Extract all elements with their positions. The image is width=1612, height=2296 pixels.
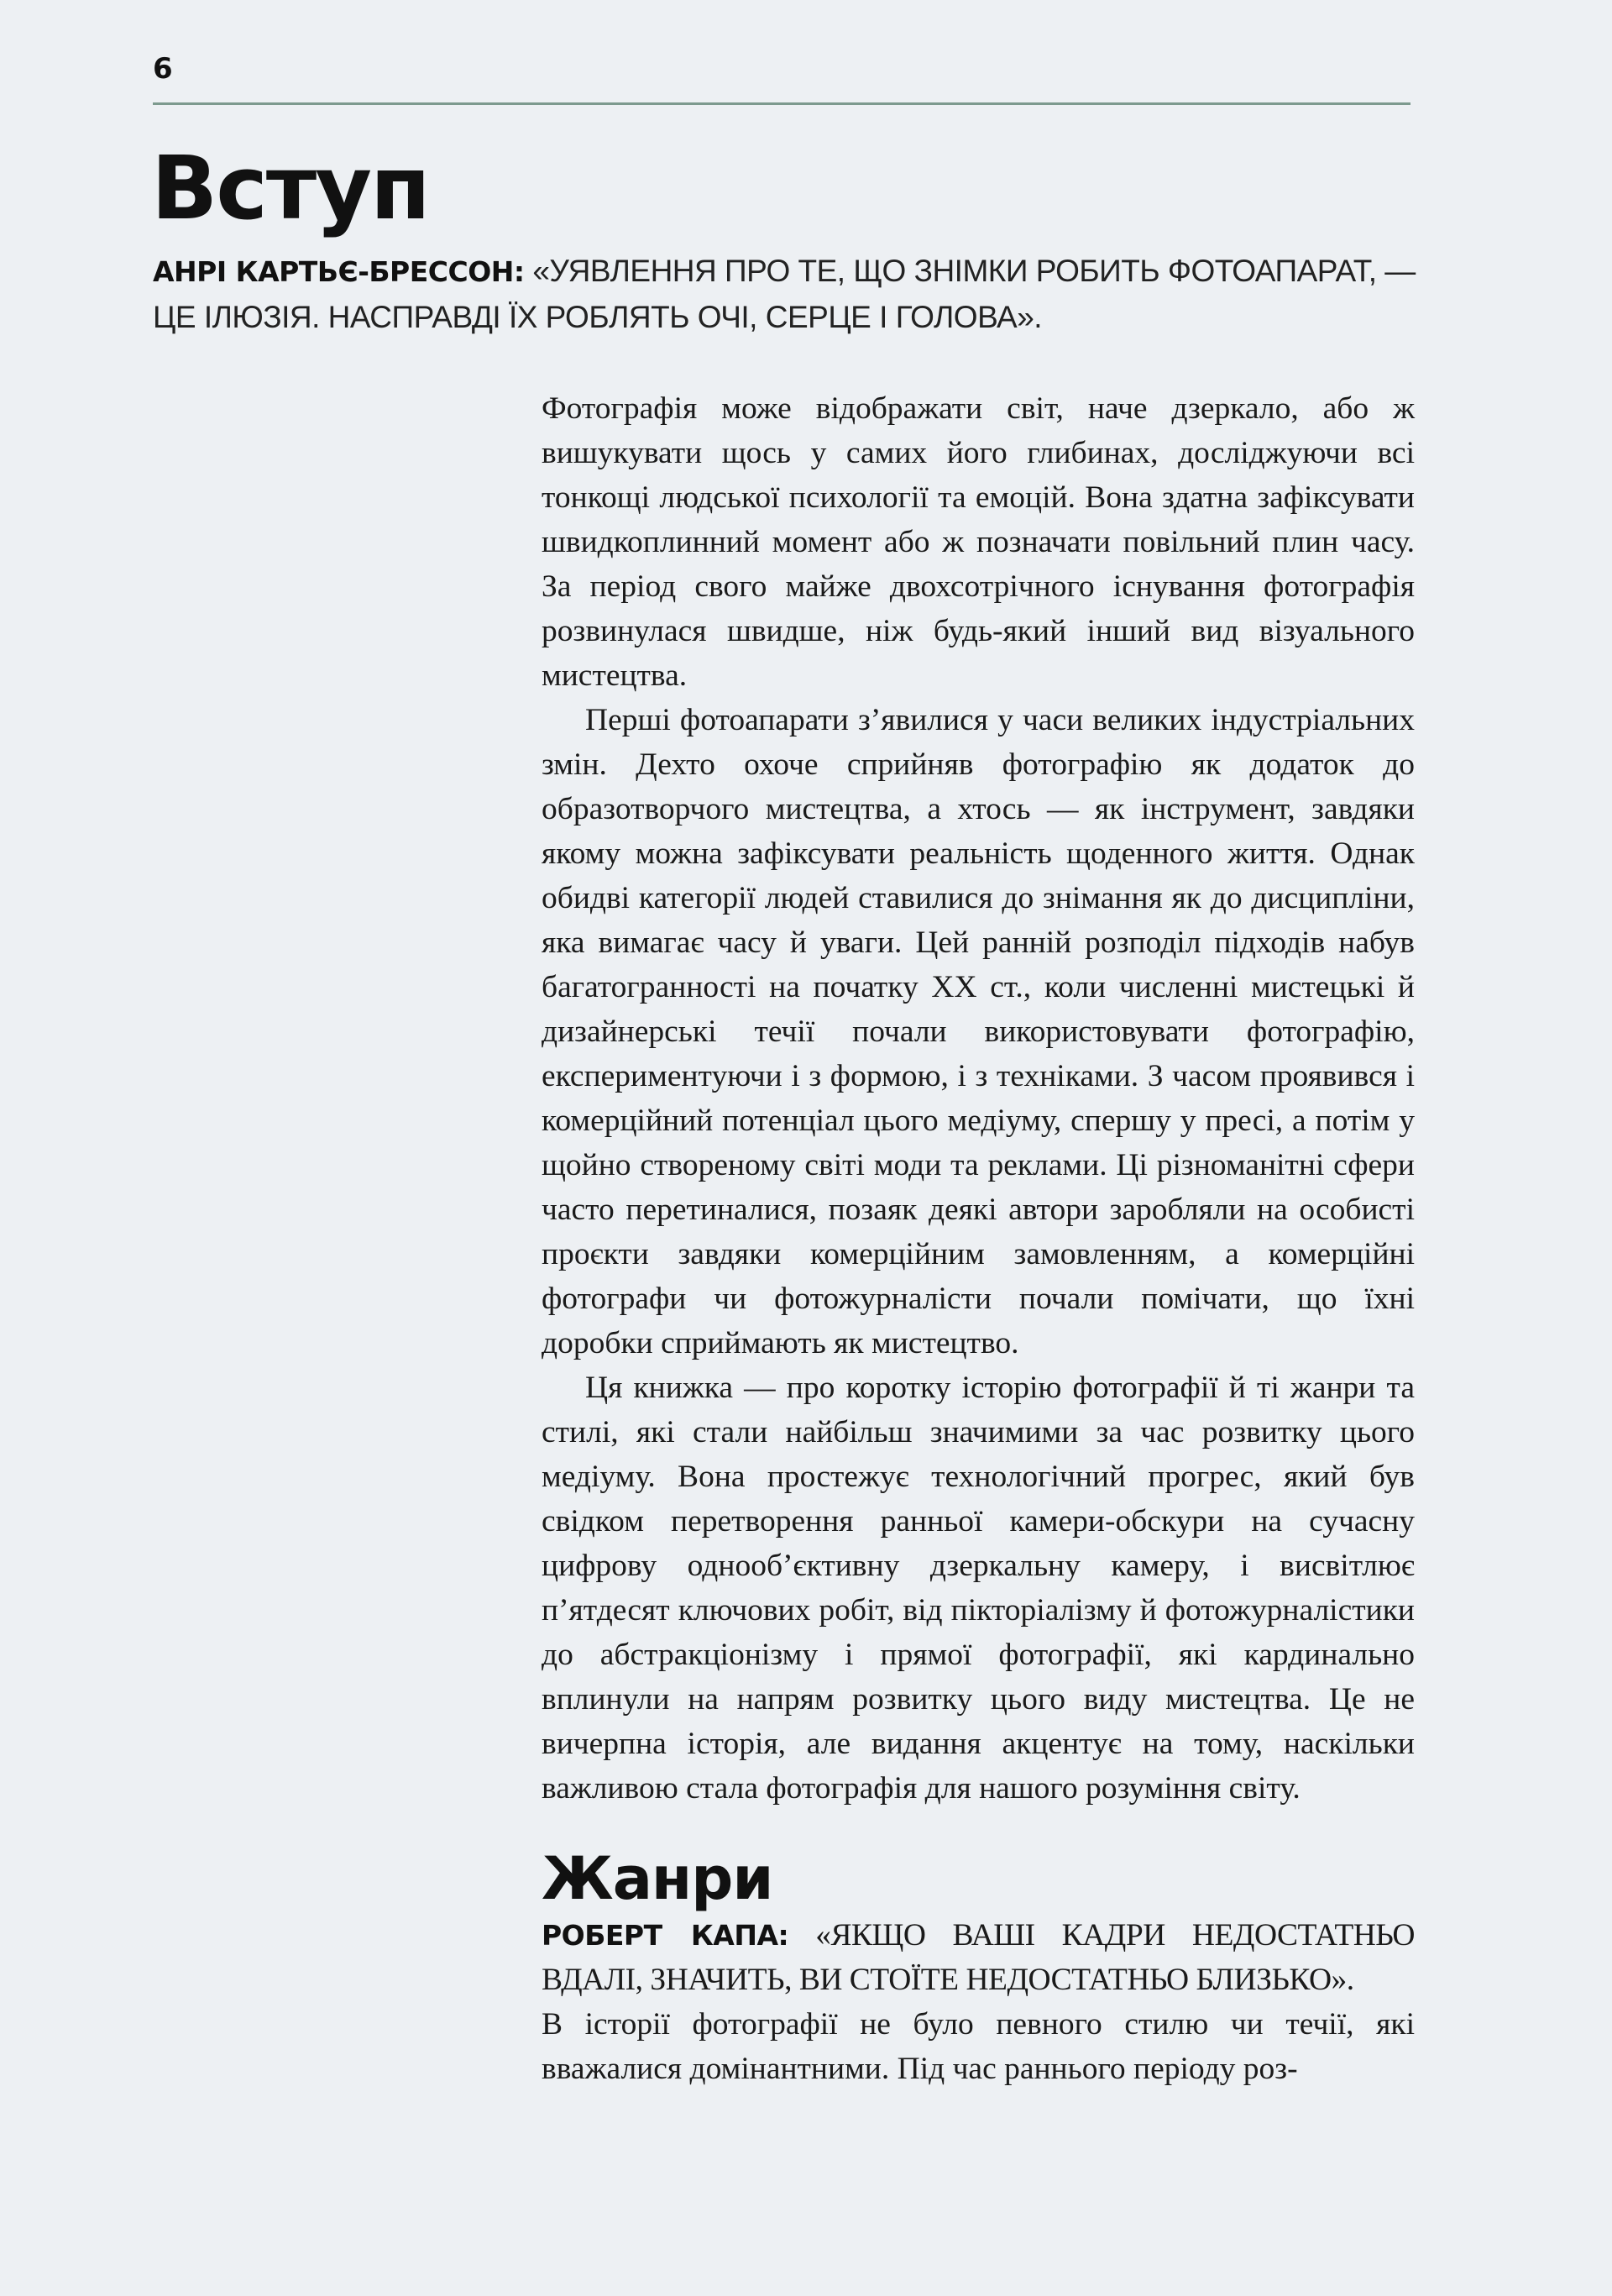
intro-paragraph-1: Фотографія може відображати світ, наче дзеркало, або ж вишукувати щось у самих його глибинах, досліджуючи всі тонкощі людської психології та емоцій. Вона здатна зафіксувати швидкоплинний момент або ж позначати повільний плин часу. За період свого майже двохсотрічного існування фотографія розвинулася швидше, ніж будь-який інший вид візуального мистецтва. [542,391,1415,693]
intro-paragraph-2: Перші фотоапарати з’явилися у часи великих індустріальних змін. Дехто охоче сприйняв фотографію як додаток до образотворчого мистецтва, а хтось — як інструмент, завдяки якому можна зафіксувати реальність щоденного життя. Однак обидві категорії людей ставилися до знімання як до дисципліни, яка вимагає часу й уваги. Цей ранній розподіл підходів набув багатогранності на початку XX ст., коли численні мистецькі й дизайнерські течії почали використовувати фотографію, експериментуючи і з формою, і з техніками. З часом проявився і комерційний потенціал цього медіуму, спершу у пресі, а потім у щойно створеному світі моди та реклами. Ці різноманітні сфери часто перетиналися, позаяк деякі автори заробляли на особисті проєкти завдяки комерційним замовленням, а комерційні фотографи чи фотожурналісти почали помічати, що їхні доробки сприймають як мистецтво. [542,703,1415,1360]
page-number: 6 [153,52,173,86]
intro-epigraph [153,249,1429,340]
genres-heading: Жанри [542,1844,773,1913]
header-rule [153,102,1410,105]
genres-epigraph [542,1913,1415,2002]
intro-heading: Вступ [151,137,429,239]
genres-quote-author: РОБЕРТ КАПА: [542,1919,789,1952]
body-column [542,386,1415,2091]
intro-quote-author: АНРІ КАРТЬЄ-БРЕССОН: [153,255,525,288]
intro-paragraph-3: Ця книжка — про коротку історію фотографії й ті жанри та стилі, які стали найбільш значимими за час розвитку цього медіуму. Вона простежує технологічний прогрес, який був свідком перетворення ранньої камери-обскури на сучасну цифрову однооб’єктивну дзеркальну камеру, і висвітлює п’ятдесят ключових робіт, від пікторіалізму й фотожурналістики до абстракціонізму і прямої фотографії, які кардинально вплинули на напрям розвитку цього виду мистецтва. Це не вичерпна історія, але видання акцентує на тому, наскільки важливою стала фотографія для нашого розуміння світу. [542,1371,1415,1806]
genres-paragraph: В історії фотографії не було певного стилю чи течії, які вважалися домінантними. Під час раннього періоду роз- [542,2007,1415,2086]
genres-quote-text: «ЯКЩО ВАШІ КАДРИ НЕДОСТАТНЬО ВДАЛІ, ЗНАЧИТЬ, ВИ СТОЇТЕ НЕДОСТАТНЬО БЛИЗЬКО». [542,1918,1415,1997]
intro-quote-text: «УЯВЛЕННЯ ПРО ТЕ, ЩО ЗНІМКИ РОБИТЬ ФОТОАПАРАТ, — ЦЕ ІЛЮЗІЯ. НАСПРАВДІ ЇХ РОБЛЯТЬ ОЧІ, СЕРЦЕ І ГОЛОВА». [153,254,1416,334]
